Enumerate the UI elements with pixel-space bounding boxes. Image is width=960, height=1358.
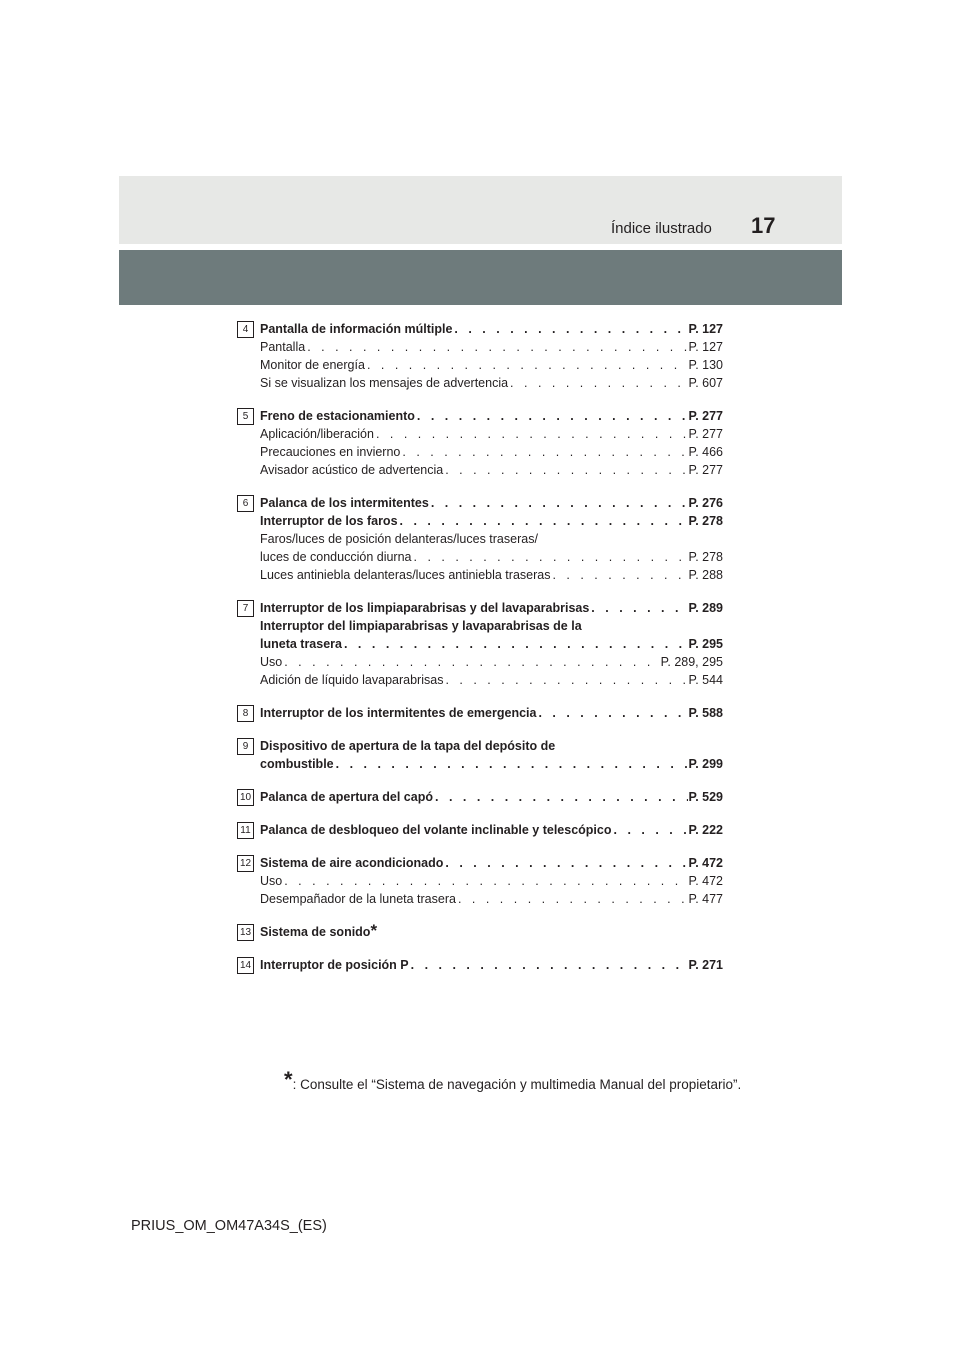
dot-leader [334,755,689,773]
index-sub-line [260,356,723,374]
dot-leader [409,956,689,974]
entry-label: luces de conducción diurna [260,550,412,564]
dot-leader [443,854,688,872]
entry-label: Interruptor de posición P [260,958,409,972]
index-heading-line [260,704,723,722]
page-reference: P. 130 [688,358,723,372]
index-sub-line [260,443,723,461]
dot-leader [508,374,688,392]
section-title: Índice ilustrado [611,220,712,237]
index-heading-line [260,494,723,512]
page-reference: P. 607 [688,376,723,390]
page-reference: P. 529 [688,790,723,804]
footnote-marker: * [284,1067,293,1092]
entry-label: Interruptor del limpiaparabrisas y lavaparabrisas de la [260,619,582,633]
entry-label: luneta trasera [260,637,342,651]
document-code: PRIUS_OM_OM47A34S_(ES) [131,1218,327,1234]
index-sub-line [260,872,723,890]
callout-number: 14 [237,957,254,974]
index-entry [237,788,723,806]
callout-number: 7 [237,600,254,617]
entry-label: Avisador acústico de advertencia [260,463,444,477]
entry-label: Freno de estacionamiento [260,409,415,423]
dot-leader [536,704,688,722]
page-reference: P. 288 [688,568,723,582]
page-reference: P. 477 [688,892,723,906]
entry-label: Aplicación/liberación [260,427,374,441]
index-entry [237,923,723,941]
entry-label: Luces antiniebla delanteras/luces antiniebla traseras [260,568,551,582]
entry-label: Uso [260,874,283,888]
index-entry [237,737,723,773]
dot-leader [429,494,689,512]
entry-label: Monitor de energía [260,358,365,372]
index-heading-line [260,635,723,653]
index-sub-line [260,890,723,908]
dot-leader [282,653,660,671]
index-heading-line [260,320,723,338]
index-sub-line [260,653,723,671]
index-entry [237,320,723,392]
index-heading-line [260,512,723,530]
callout-number: 8 [237,705,254,722]
page-reference: P. 278 [688,550,723,564]
page-reference: P. 127 [688,340,723,354]
page-reference: P. 276 [688,496,723,510]
index-heading-line [260,788,723,806]
entry-label: Interruptor de los limpiaparabrisas y del lavaparabrisas [260,601,590,615]
index-sub-line [260,338,723,356]
page-reference: P. 127 [688,322,723,336]
entry-label: Palanca de los intermitentes [260,496,429,510]
entry-label: Precauciones en invierno [260,445,401,459]
dot-leader [589,599,688,617]
index-entry [237,821,723,839]
dot-leader [400,443,688,461]
callout-number: 9 [237,738,254,755]
index-heading-line [260,821,723,839]
dot-leader [342,635,688,653]
entry-label: Palanca de apertura del capó [260,790,433,804]
index-entry [237,854,723,908]
index-entry [237,494,723,584]
dot-leader [282,872,688,890]
callout-number: 13 [237,924,254,941]
index-sub-line [260,461,723,479]
entry-label: combustible [260,757,334,771]
index-heading-line [260,617,723,635]
header-band-light [119,176,842,244]
index-sub-line [260,671,723,689]
entry-label: Pantalla [260,340,306,354]
page-reference: P. 277 [688,463,723,477]
entry-label: Palanca de desbloqueo del volante inclinable y telescópico [260,823,612,837]
page-reference: P. 271 [688,958,723,972]
page-reference: P. 472 [688,874,723,888]
dot-leader [612,821,689,839]
index-entry [237,407,723,479]
dot-leader [374,425,689,443]
entry-label: Dispositivo de apertura de la tapa del depósito de [260,739,556,753]
index-heading-line [260,854,723,872]
index-sub-line [260,566,723,584]
entry-label: Pantalla de información múltiple [260,322,453,336]
entry-label: Si se visualizan los mensajes de advertencia [260,376,509,390]
callout-number: 4 [237,321,254,338]
footnote-text: : Consulte el “Sistema de navegación y multimedia Manual del propietario”. [292,1077,742,1092]
callout-number: 11 [237,822,254,839]
page-reference: P. 278 [688,514,723,528]
entry-label: Interruptor de los faros [260,514,398,528]
index-entry [237,704,723,722]
callout-number: 5 [237,408,254,425]
page-reference: P. 222 [688,823,723,837]
dot-leader [550,566,688,584]
page-reference: P. 299 [688,757,723,771]
header-band-dark [119,250,842,305]
index-heading-line: Sistema de sonido * [260,921,378,940]
callout-number: 6 [237,495,254,512]
page-reference: P. 289, 295 [660,655,723,669]
page-reference: P. 588 [688,706,723,720]
index-heading-line [260,755,723,773]
index-sub-line [260,425,723,443]
dot-leader [433,788,688,806]
page-number: 17 [751,213,776,238]
entry-label: Faros/luces de posición delanteras/luces traseras/ [260,532,538,546]
index-heading-line [260,407,723,425]
entry-label: Sistema de sonido [260,925,371,939]
page-reference: P. 544 [688,673,723,687]
dot-leader [398,512,689,530]
entry-label: Uso [260,655,283,669]
dot-leader [443,671,688,689]
footnote [284,1067,742,1092]
index-sub-line [260,374,723,392]
entry-label: Adición de líquido lavaparabrisas [260,673,444,687]
page-reference: P. 466 [688,445,723,459]
index-sub-line [260,548,723,566]
callout-number: 10 [237,789,254,806]
dot-leader [305,338,688,356]
entry-label: Interruptor de los intermitentes de emergencia [260,706,537,720]
entry-label: Desempañador de la luneta trasera [260,892,456,906]
dot-leader [452,320,688,338]
dot-leader [456,890,689,908]
page-reference: P. 277 [688,427,723,441]
dot-leader [443,461,688,479]
illustrated-index-list [237,320,723,989]
page-reference: P. 472 [688,856,723,870]
dot-leader [415,407,689,425]
entry-label: Sistema de aire acondicionado [260,856,444,870]
index-heading-line [260,956,723,974]
dot-leader [412,548,689,566]
page-reference: P. 295 [688,637,723,651]
page-reference: P. 289 [688,601,723,615]
dot-leader [365,356,689,374]
index-entry [237,599,723,689]
callout-number: 12 [237,855,254,872]
page-reference: P. 277 [688,409,723,423]
index-heading-line [260,599,723,617]
index-heading-line [260,737,723,755]
index-entry [237,956,723,974]
index-sub-line [260,530,723,548]
